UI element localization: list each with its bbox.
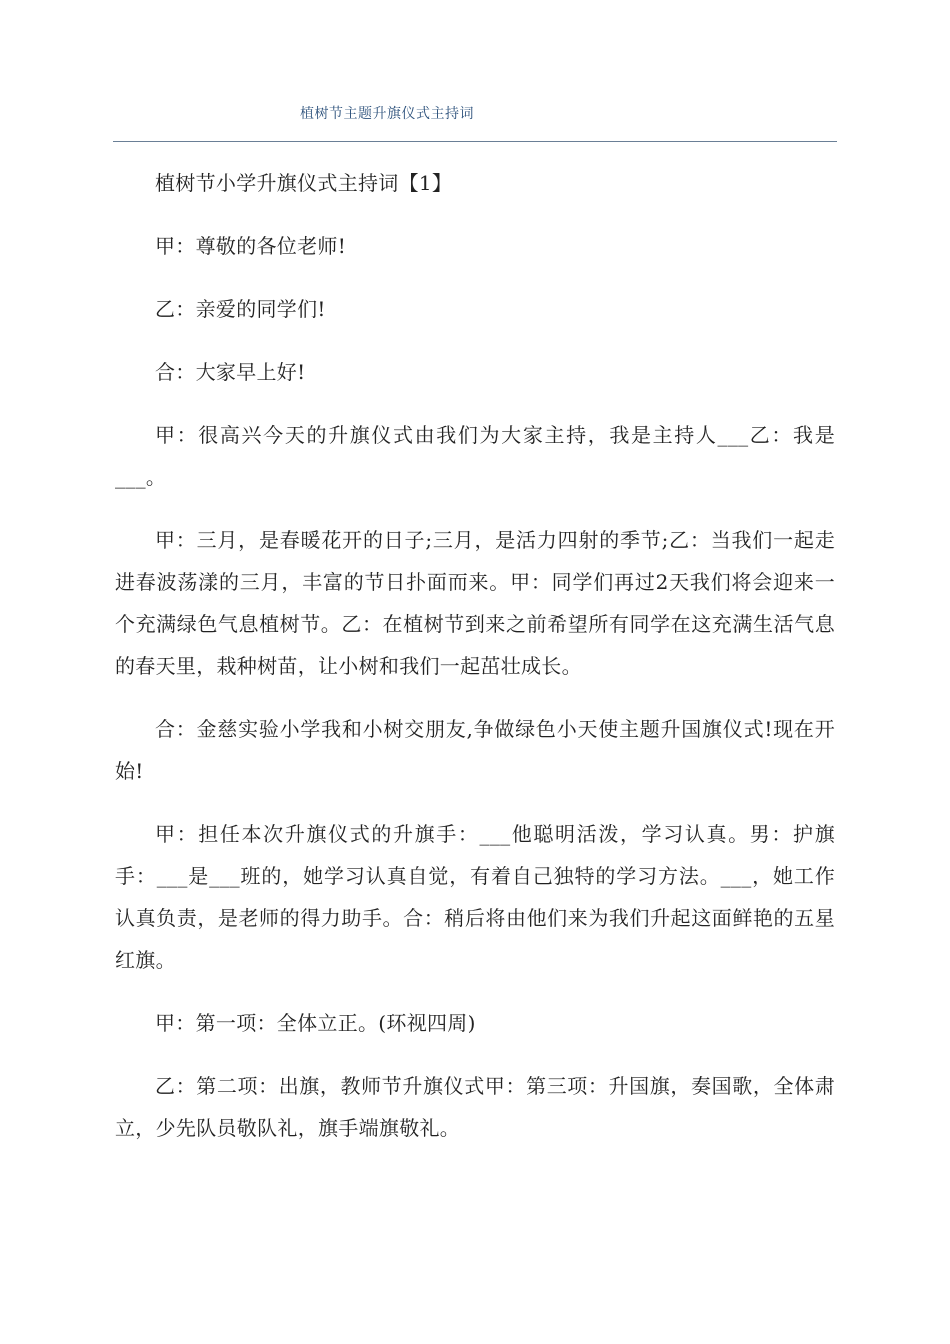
running-header-title: 植树节主题升旗仪式主持词 — [300, 106, 474, 122]
paragraph: 甲：第一项：全体立正。(环视四周) — [155, 1011, 476, 1035]
paragraph: 合：大家早上好! — [155, 360, 306, 384]
document-heading: 植树节小学升旗仪式主持词【1】 — [155, 171, 453, 195]
paragraph: 甲：尊敬的各位老师! — [155, 234, 347, 258]
paragraph: 合：金慈实验小学我和小树交朋友,争做绿色小天使主题升国旗仪式!现在开始! — [115, 717, 835, 783]
header-divider — [113, 141, 837, 142]
paragraph: 乙：第二项：出旗，教师节升旗仪式甲：第三项：升国旗，奏国歌，全体肃立，少先队员敬队礼，旗手端旗敬礼。 — [115, 1074, 835, 1140]
document-body — [115, 162, 835, 1170]
paragraph: 甲：担任本次升旗仪式的升旗手：___他聪明活泼，学习认真。男：护旗手：___是___班的，她学习认真自觉，有着自己独特的学习方法。___，她工作认真负责，是老师的得力助手。合：稍后将由他们来为我们升起这面鲜艳的五星红旗。 — [115, 822, 835, 972]
paragraph: 甲：很高兴今天的升旗仪式由我们为大家主持，我是主持人___乙：我是___。 — [115, 423, 835, 489]
paragraph: 甲：三月，是春暖花开的日子;三月，是活力四射的季节;乙：当我们一起走进春波荡漾的三月，丰富的节日扑面而来。甲：同学们再过2天我们将会迎来一个充满绿色气息植树节。乙：在植树节到来之前希望所有同学在这充满生活气息的春天里，栽种树苗，让小树和我们一起茁壮成长。 — [115, 528, 835, 678]
paragraph: 乙：亲爱的同学们! — [155, 297, 326, 321]
